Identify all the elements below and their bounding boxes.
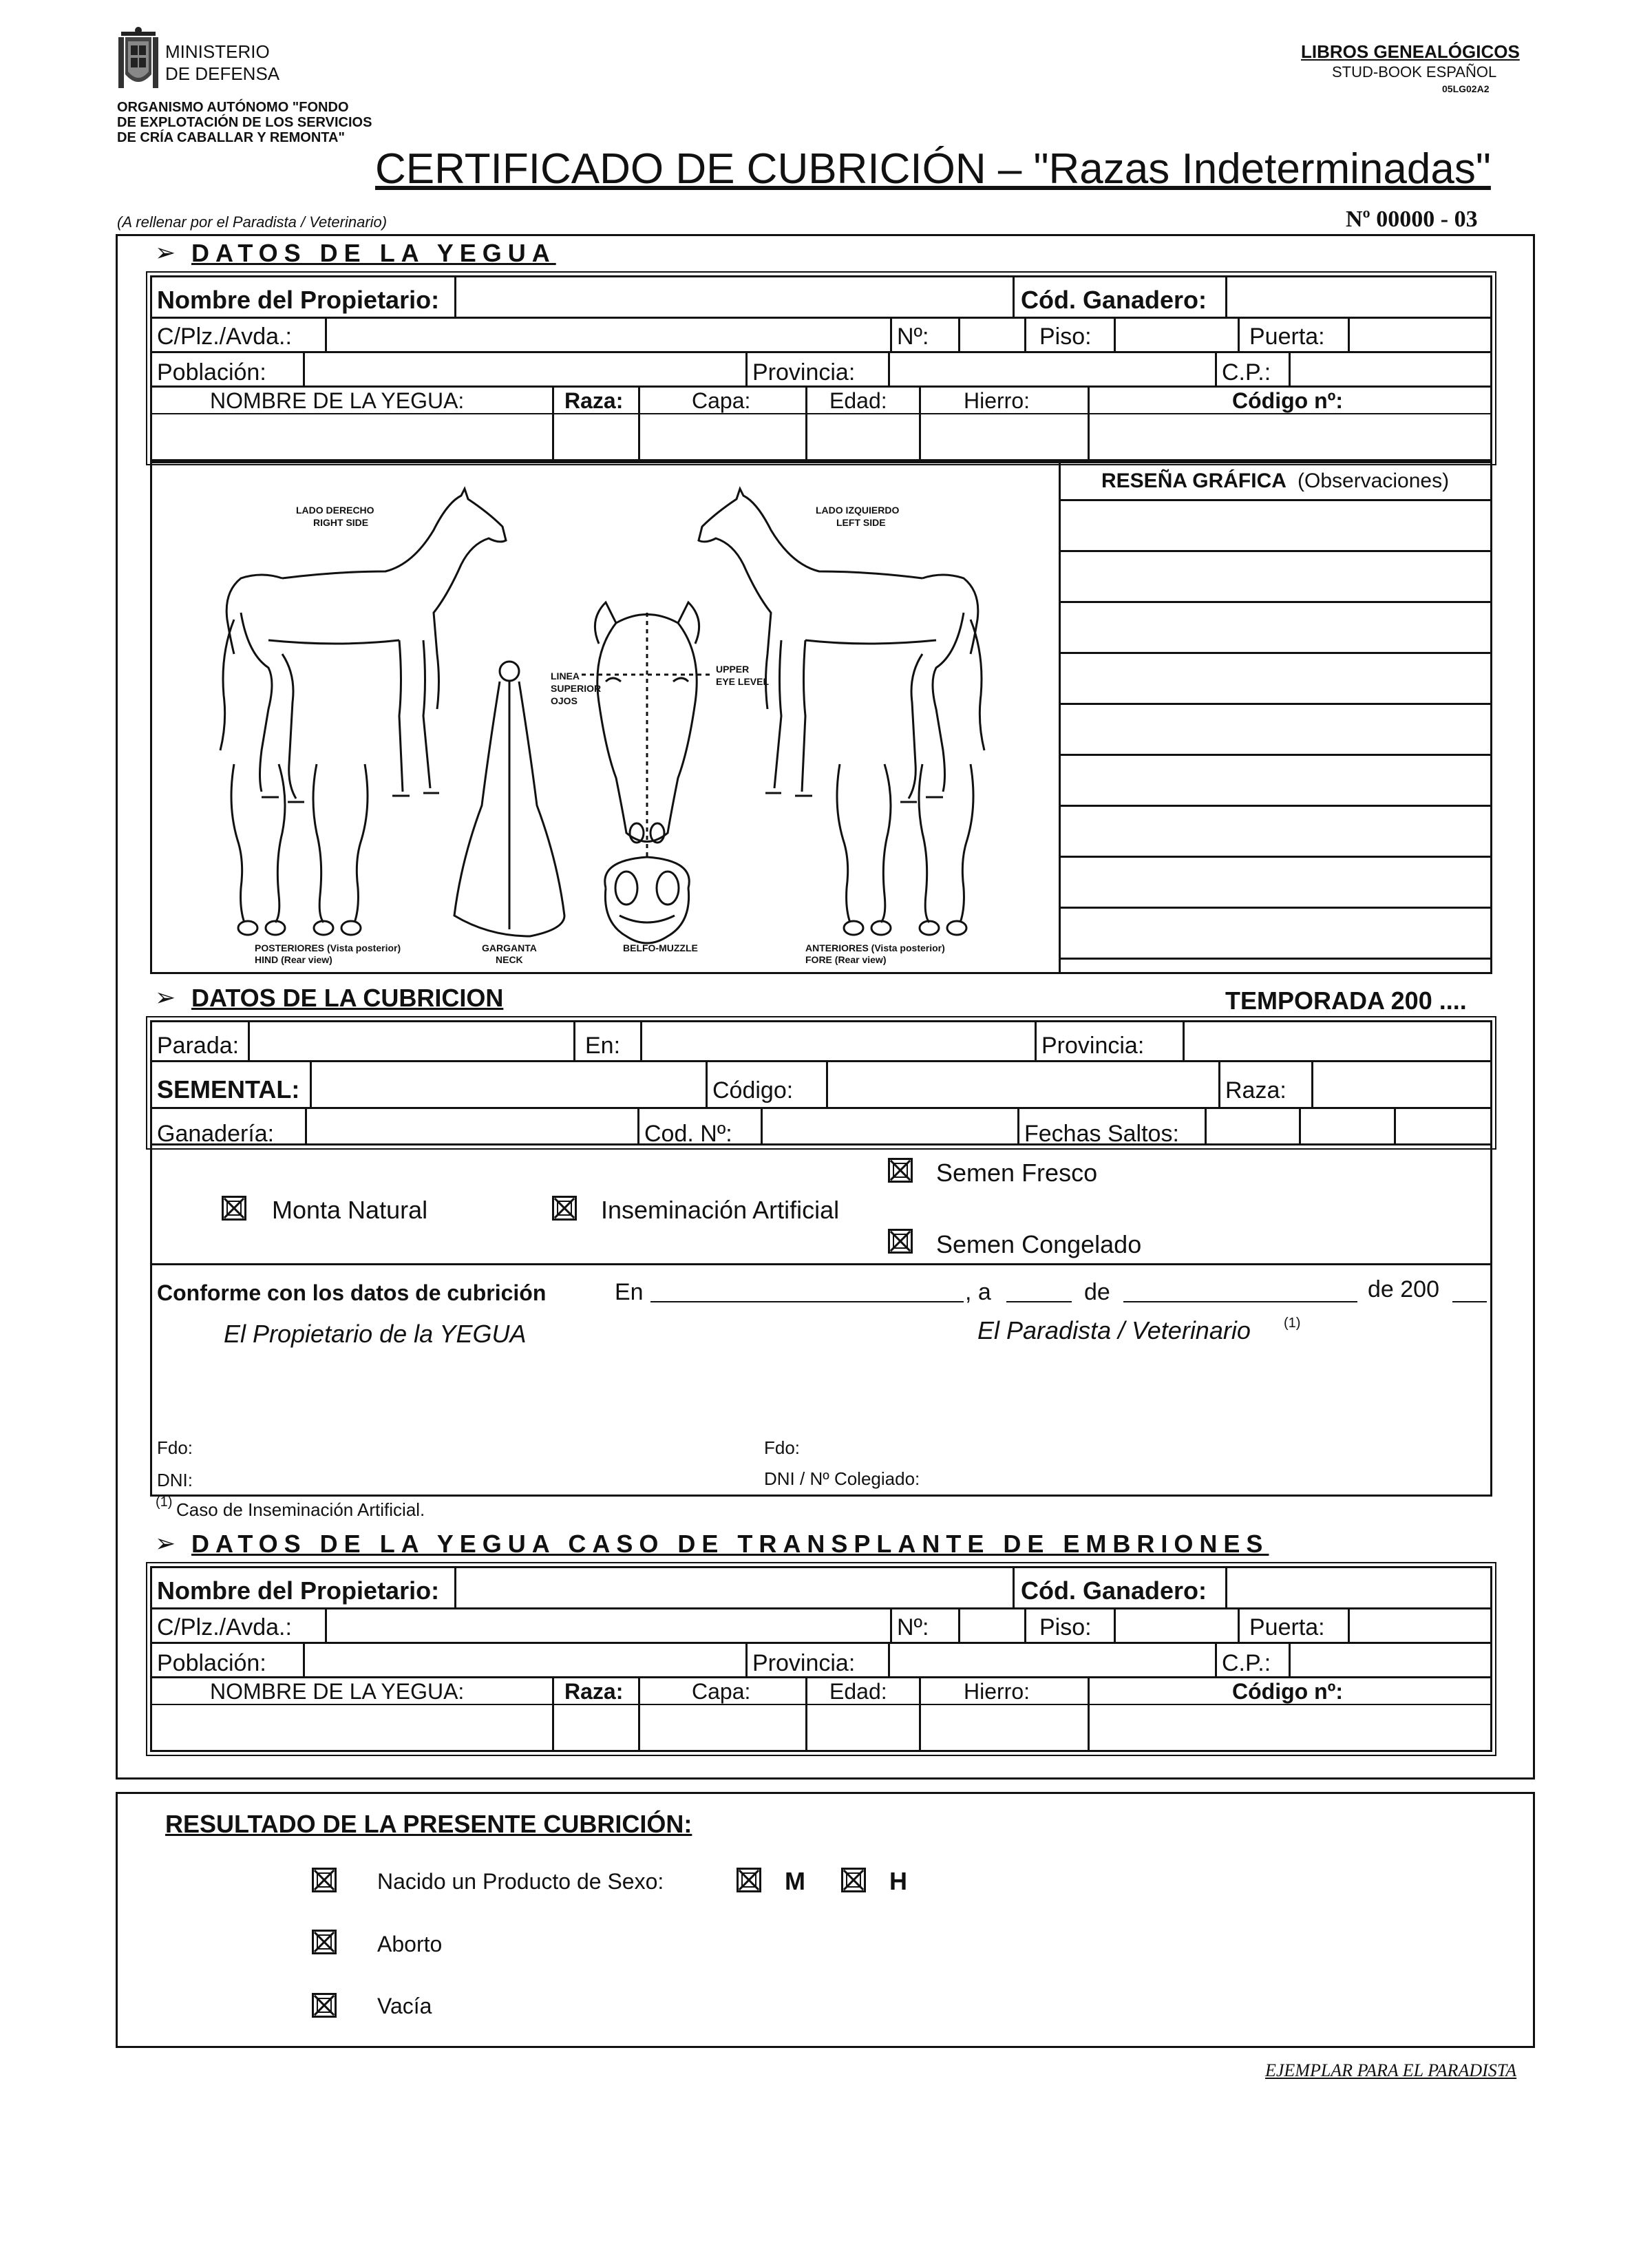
stop-in-field[interactable] [642, 1022, 1033, 1060]
agreement-year-label: de 200 [1368, 1276, 1439, 1302]
vet-fdo-label: Fdo: [764, 1437, 801, 1458]
mare-col-brand-header: Hierro: [964, 388, 1030, 413]
ministry-name-line2: DE DEFENSA [165, 63, 280, 84]
mare-brand-field[interactable] [921, 416, 1086, 460]
mare-floor-field[interactable] [1116, 319, 1236, 351]
embryo-code-field[interactable] [1090, 1707, 1492, 1751]
embryo-coat-field[interactable] [640, 1707, 804, 1751]
mare-col-name-header: NOMBRE DE LA YEGUA: [210, 388, 465, 413]
org-line1: ORGANISMO AUTÓNOMO "FONDO [117, 100, 349, 115]
sex-m-checkbox[interactable] [737, 1868, 761, 1892]
vet-footnote-marker: (1) [1284, 1316, 1301, 1331]
agreement-de-label: de [1084, 1279, 1110, 1305]
artificial-insemination-checkbox[interactable] [552, 1196, 577, 1221]
embryo-town-field[interactable] [305, 1644, 745, 1676]
semen-frozen-checkbox[interactable] [888, 1229, 913, 1254]
fill-note: (A rellenar por el Paradista / Veterinario) [117, 213, 388, 231]
stallion-code-field[interactable] [828, 1062, 1217, 1107]
jump-date-field-2[interactable] [1301, 1109, 1392, 1145]
embryo-door-label: Puerta: [1249, 1614, 1325, 1640]
books-title: LIBROS GENEALÓGICOS [1301, 41, 1520, 62]
abortion-label: Aborto [377, 1932, 443, 1956]
form-code: 05LG02A2 [1442, 83, 1490, 94]
agreement-label: Conforme con los datos de cubrición [157, 1280, 547, 1305]
embryo-floor-field[interactable] [1116, 1609, 1236, 1642]
mare-code-field[interactable] [1090, 416, 1492, 460]
hind-label-es: POSTERIORES (Vista posterior) [255, 942, 401, 953]
embryo-owner-label: Nombre del Propietario: [157, 1576, 440, 1605]
agreement-comma-a: , a [965, 1279, 991, 1305]
muzzle-label: BELFO-MUZZLE [623, 942, 698, 953]
stallion-field[interactable] [312, 1062, 704, 1107]
season-label: TEMPORADA 200 .... [1225, 986, 1467, 1015]
abortion-checkbox[interactable] [312, 1930, 337, 1954]
agreement-place-label: En [615, 1279, 644, 1305]
cod-no-field[interactable] [763, 1109, 1016, 1145]
owner-dni-label: DNI: [157, 1470, 193, 1490]
jump-dates-label: Fechas Saltos: [1024, 1121, 1179, 1147]
embryo-col-breed-header: Raza: [564, 1679, 624, 1704]
natural-mount-checkbox[interactable] [222, 1196, 246, 1221]
agreement-year-field[interactable] [1452, 1301, 1487, 1302]
horse-left-side-icon [699, 489, 984, 802]
agreement-day-field[interactable] [1006, 1301, 1072, 1302]
embryo-num-field[interactable] [960, 1609, 1022, 1642]
head-front-icon [582, 602, 712, 860]
mare-coat-field[interactable] [640, 416, 804, 460]
embryo-floor-label: Piso: [1039, 1614, 1092, 1640]
owner-fdo-label: Fdo: [157, 1437, 193, 1458]
muzzle-icon [605, 857, 690, 943]
certificate-number: Nº 00000 - 03 [1346, 207, 1478, 232]
footnote-text: Caso de Inseminación Artificial. [176, 1499, 425, 1520]
mare-owner-label: Nombre del Propietario: [157, 286, 440, 314]
embryo-breeder-code-field[interactable] [1227, 1568, 1492, 1607]
mare-door-label: Puerta: [1249, 324, 1325, 350]
semen-fresh-checkbox[interactable] [888, 1158, 913, 1183]
section-arrow-icon: ➢ [155, 1530, 176, 1558]
agreement-place-field[interactable] [650, 1301, 964, 1302]
copy-note: EJEMPLAR PARA EL PARADISTA [1265, 2060, 1517, 2080]
vet-dni-label: DNI / Nº Colegiado: [764, 1468, 920, 1489]
sex-h-label: H [889, 1867, 907, 1895]
embryo-col-name-header: NOMBRE DE LA YEGUA: [210, 1679, 465, 1704]
empty-label: Vacía [377, 1994, 432, 2018]
mare-town-field[interactable] [305, 353, 745, 386]
embryo-owner-field[interactable] [456, 1568, 1013, 1607]
mare-breeder-code-field[interactable] [1227, 277, 1492, 317]
resena-lines[interactable] [1061, 501, 1492, 972]
vet-signature-area[interactable] [757, 1353, 1480, 1435]
embryo-province-field[interactable] [890, 1644, 1214, 1676]
mare-col-code-header: Código nº: [1232, 388, 1343, 413]
books-subtitle: STUD-BOOK ESPAÑOL [1332, 63, 1497, 81]
section-arrow-icon: ➢ [155, 239, 176, 267]
right-side-label-es: LADO DERECHO [296, 505, 374, 516]
stop-in-label: En: [585, 1033, 621, 1059]
form-title: CERTIFICADO DE CUBRICIÓN – "Razas Indeterminadas" [375, 145, 1491, 193]
embryo-col-brand-header: Hierro: [964, 1679, 1030, 1704]
embryo-mare-name-field[interactable] [152, 1707, 551, 1751]
embryo-town-label: Población: [157, 1650, 266, 1676]
org-line3: DE CRÍA CABALLAR Y REMONTA" [117, 130, 345, 145]
horse-markings-diagram[interactable] [158, 475, 1046, 971]
resena-label: RESEÑA GRÁFICA [1101, 469, 1286, 492]
embryo-col-coat-header: Capa: [692, 1679, 751, 1704]
embryo-age-field[interactable] [807, 1707, 918, 1751]
stop-province-field[interactable] [1185, 1022, 1492, 1060]
embryo-breed-field[interactable] [554, 1707, 637, 1751]
jump-date-field-3[interactable] [1396, 1109, 1492, 1145]
embryo-province-label: Provincia: [752, 1650, 856, 1676]
mare-door-field[interactable] [1350, 319, 1492, 351]
covering-section-title: DATOS DE LA CUBRICION [191, 984, 504, 1012]
hind-label-en: HIND (Rear view) [255, 954, 332, 965]
fore-legs-icon [837, 764, 973, 935]
semen-fresh-label: Semen Fresco [936, 1159, 1098, 1187]
mare-province-label: Provincia: [752, 359, 856, 386]
embryo-col-age-header: Edad: [829, 1679, 887, 1704]
fore-label-en: FORE (Rear view) [805, 954, 887, 965]
mare-section-title: DATOS DE LA YEGUA [191, 239, 556, 267]
mare-zip-field[interactable] [1291, 353, 1492, 386]
stop-label: Parada: [157, 1033, 240, 1059]
jump-date-field-1[interactable] [1207, 1109, 1298, 1145]
embryo-street-field[interactable] [327, 1609, 890, 1642]
ministry-coat-of-arms [117, 26, 160, 92]
neck-label-es: GARGANTA [482, 942, 537, 953]
mare-street-label: C/Plz./Avda.: [157, 324, 292, 350]
eye-level-es-3: OJOS [551, 695, 578, 706]
mare-col-age-header: Edad: [829, 388, 887, 413]
mare-name-field[interactable] [152, 416, 551, 460]
mare-province-field[interactable] [890, 353, 1214, 386]
neck-icon [454, 662, 564, 936]
mare-zip-label: C.P.: [1222, 359, 1271, 386]
horse-right-side-icon [220, 489, 506, 802]
left-side-label-en: LEFT SIDE [836, 517, 886, 528]
mare-col-breed-header: Raza: [564, 388, 624, 413]
stop-province-label: Provincia: [1041, 1033, 1145, 1059]
empty-checkbox[interactable] [312, 1993, 337, 2018]
cod-no-label: Cod. Nº: [644, 1121, 732, 1147]
artificial-insemination-label: Inseminación Artificial [601, 1196, 840, 1224]
mare-street-field[interactable] [327, 319, 890, 351]
embryo-brand-field[interactable] [921, 1707, 1086, 1751]
eye-level-es-2: SUPERIOR [551, 683, 602, 694]
farm-field[interactable] [307, 1109, 636, 1145]
born-checkbox[interactable] [312, 1868, 337, 1892]
mare-floor-label: Piso: [1039, 324, 1092, 350]
vet-signature-label: El Paradista / Veterinario [977, 1316, 1251, 1344]
natural-mount-label: Monta Natural [272, 1196, 428, 1224]
mare-num-field[interactable] [960, 319, 1022, 351]
embryo-section-title: DATOS DE LA YEGUA CASO DE TRANSPLANTE DE EMBRIONES [191, 1530, 1269, 1558]
fore-label-es: ANTERIORES (Vista posterior) [805, 942, 945, 953]
ministry-name-line1: MINISTERIO [165, 41, 270, 62]
eye-level-en-2: EYE LEVEL [716, 676, 770, 687]
mare-num-label: Nº: [897, 324, 929, 350]
embryo-num-label: Nº: [897, 1614, 929, 1640]
resena-observations: (Observaciones) [1298, 469, 1450, 492]
org-line2: DE EXPLOTACIÓN DE LOS SERVICIOS [117, 115, 372, 130]
embryo-breeder-code-label: Cód. Ganadero: [1021, 1576, 1207, 1605]
semen-frozen-label: Semen Congelado [936, 1230, 1142, 1258]
embryo-door-field[interactable] [1350, 1609, 1492, 1642]
eye-level-en-1: UPPER [716, 664, 750, 675]
section-arrow-icon: ➢ [155, 984, 176, 1012]
embryo-zip-label: C.P.: [1222, 1650, 1271, 1676]
agreement-month-field[interactable] [1123, 1301, 1357, 1302]
embryo-col-code-header: Código nº: [1232, 1679, 1343, 1704]
born-label: Nacido un Producto de Sexo: [377, 1869, 664, 1894]
owner-signature-area[interactable] [157, 1353, 742, 1435]
stallion-breed-label: Raza: [1225, 1077, 1286, 1104]
mare-owner-field[interactable] [456, 277, 1013, 317]
stallion-breed-field[interactable] [1313, 1062, 1492, 1107]
hind-legs-icon [231, 764, 368, 935]
embryo-street-label: C/Plz./Avda.: [157, 1614, 292, 1640]
result-title: RESULTADO DE LA PRESENTE CUBRICIÓN: [165, 1810, 692, 1838]
farm-label: Ganadería: [157, 1121, 275, 1147]
mare-age-field[interactable] [807, 416, 918, 460]
mare-breeder-code-label: Cód. Ganadero: [1021, 286, 1207, 314]
stop-field[interactable] [250, 1022, 572, 1060]
stallion-label: SEMENTAL: [157, 1075, 300, 1104]
eye-level-es-1: LINEA [551, 671, 580, 682]
right-side-label-en: RIGHT SIDE [313, 517, 369, 528]
mare-breed-field[interactable] [554, 416, 637, 460]
neck-label-en: NECK [496, 954, 523, 965]
owner-signature-label: El Propietario de la YEGUA [224, 1320, 527, 1348]
mare-col-coat-header: Capa: [692, 388, 751, 413]
sex-m-label: M [785, 1867, 805, 1895]
stallion-code-label: Código: [712, 1077, 794, 1104]
footnote-marker: (1) [156, 1495, 173, 1510]
left-side-label-es: LADO IZQUIERDO [816, 505, 900, 516]
mare-town-label: Población: [157, 359, 266, 386]
sex-h-checkbox[interactable] [841, 1868, 866, 1892]
embryo-zip-field[interactable] [1291, 1644, 1492, 1676]
